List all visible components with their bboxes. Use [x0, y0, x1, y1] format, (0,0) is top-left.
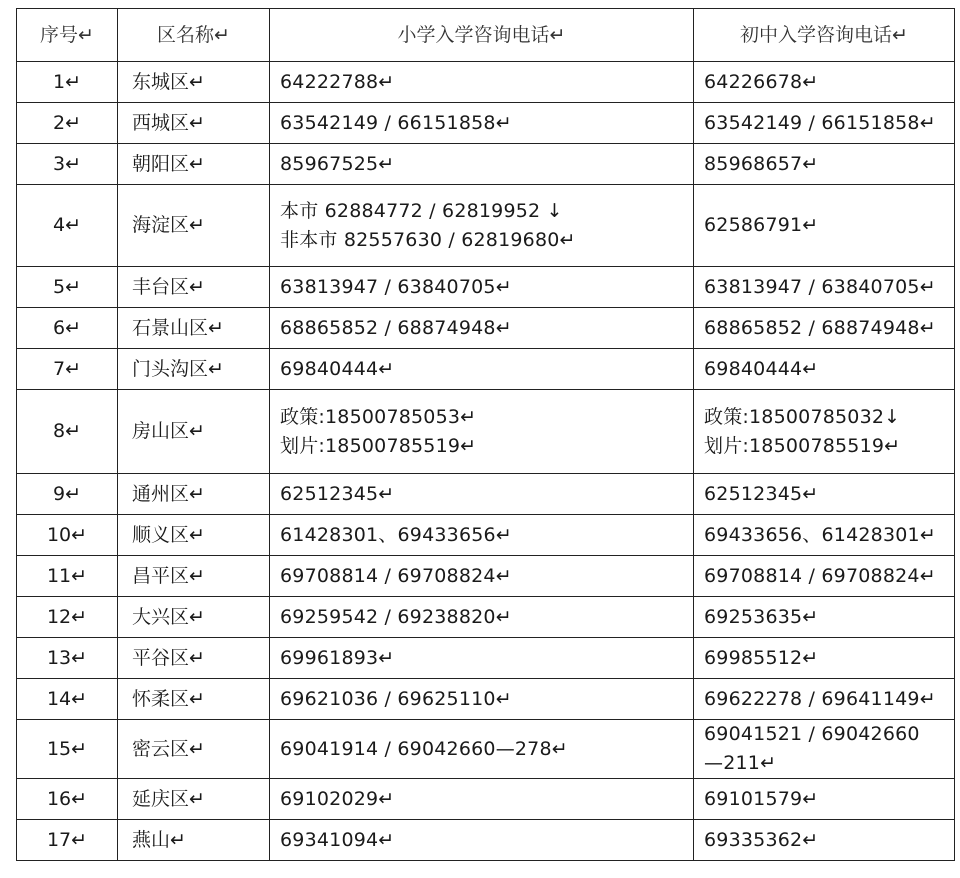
primary-phone-line: 69259542 / 69238820↵: [280, 605, 512, 628]
middle-phone-cell: [694, 185, 955, 267]
middle-phone-line: 63542149 / 66151858↵: [704, 111, 936, 134]
table-row: [17, 638, 955, 679]
middle-phone-cell: [694, 144, 955, 185]
middle-phone-cell: [694, 103, 955, 144]
primary-phone-cell: [270, 515, 694, 556]
primary-phone-cell: [270, 267, 694, 308]
primary-phone-cell: [270, 679, 694, 720]
phone-table-container: [16, 8, 955, 861]
row-index: 15↵: [17, 720, 118, 779]
row-index: 9↵: [17, 474, 118, 515]
primary-phone-line: 69621036 / 69625110↵: [280, 687, 512, 710]
row-index: 12↵: [17, 597, 118, 638]
header-middle-phone: 初中入学咨询电话↵: [694, 9, 955, 62]
middle-phone-cell: [694, 556, 955, 597]
middle-phone-cell: [694, 349, 955, 390]
table-row: [17, 720, 955, 779]
primary-phone-line: 69961893↵: [280, 646, 395, 669]
district-name: 通州区↵: [118, 474, 270, 515]
district-name: 石景山区↵: [118, 308, 270, 349]
district-name: 东城区↵: [118, 62, 270, 103]
row-index: 10↵: [17, 515, 118, 556]
middle-phone-cell: [694, 390, 955, 474]
primary-phone-cell: [270, 638, 694, 679]
header-index: 序号↵: [17, 9, 118, 62]
header-primary-phone: 小学入学咨询电话↵: [270, 9, 694, 62]
district-name: 昌平区↵: [118, 556, 270, 597]
row-index: 3↵: [17, 144, 118, 185]
district-name: 延庆区↵: [118, 779, 270, 820]
table-row: [17, 390, 955, 474]
middle-phone-line: 划片:18500785519↵: [704, 434, 901, 457]
middle-phone-cell: [694, 720, 955, 779]
middle-phone-line: 政策:18500785032↓: [704, 405, 901, 428]
table-row: [17, 267, 955, 308]
district-name: 密云区↵: [118, 720, 270, 779]
row-index: 17↵: [17, 820, 118, 861]
middle-phone-cell: [694, 638, 955, 679]
table-row: [17, 144, 955, 185]
row-index: 14↵: [17, 679, 118, 720]
primary-phone-line: 63542149 / 66151858↵: [280, 111, 512, 134]
middle-phone-cell: [694, 679, 955, 720]
middle-phone-line: 69708814 / 69708824↵: [704, 564, 936, 587]
primary-phone-line: 非本市 82557630 / 62819680↵: [280, 228, 576, 251]
middle-phone-cell: [694, 308, 955, 349]
table-row: [17, 103, 955, 144]
middle-phone-cell: [694, 62, 955, 103]
table-row: [17, 597, 955, 638]
primary-phone-cell: [270, 308, 694, 349]
row-index: 7↵: [17, 349, 118, 390]
middle-phone-cell: [694, 515, 955, 556]
table-row: [17, 820, 955, 861]
row-index: 5↵: [17, 267, 118, 308]
primary-phone-cell: [270, 349, 694, 390]
row-index: 6↵: [17, 308, 118, 349]
middle-phone-line: —211↵: [704, 752, 777, 774]
district-name: 门头沟区↵: [118, 349, 270, 390]
primary-phone-cell: [270, 556, 694, 597]
primary-phone-line: 69341094↵: [280, 828, 395, 851]
middle-phone-line: 68865852 / 68874948↵: [704, 316, 936, 339]
header-district: 区名称↵: [118, 9, 270, 62]
middle-phone-line: 69840444↵: [704, 357, 819, 380]
table-row: [17, 349, 955, 390]
middle-phone-line: 69985512↵: [704, 646, 819, 669]
primary-phone-line: 政策:18500785053↵: [280, 405, 477, 428]
primary-phone-line: 68865852 / 68874948↵: [280, 316, 512, 339]
district-name: 平谷区↵: [118, 638, 270, 679]
district-name: 海淀区↵: [118, 185, 270, 267]
row-index: 8↵: [17, 390, 118, 474]
middle-phone-cell: [694, 779, 955, 820]
middle-phone-line: 69335362↵: [704, 828, 819, 851]
row-index: 16↵: [17, 779, 118, 820]
primary-phone-cell: [270, 390, 694, 474]
row-index: 13↵: [17, 638, 118, 679]
primary-phone-line: 69102029↵: [280, 787, 395, 810]
middle-phone-cell: [694, 820, 955, 861]
middle-phone-line: 85968657↵: [704, 152, 819, 175]
table-row: [17, 556, 955, 597]
table-row: [17, 515, 955, 556]
primary-phone-line: 69840444↵: [280, 357, 395, 380]
primary-phone-cell: [270, 103, 694, 144]
primary-phone-cell: [270, 144, 694, 185]
primary-phone-line: 63813947 / 63840705↵: [280, 275, 512, 298]
primary-phone-line: 本市 62884772 / 62819952 ↓: [280, 199, 563, 222]
district-name: 大兴区↵: [118, 597, 270, 638]
district-name: 西城区↵: [118, 103, 270, 144]
row-index: 4↵: [17, 185, 118, 267]
row-index: 11↵: [17, 556, 118, 597]
primary-phone-line: 61428301、69433656↵: [280, 523, 512, 546]
district-name: 燕山↵: [118, 820, 270, 861]
row-index: 1↵: [17, 62, 118, 103]
middle-phone-cell: [694, 474, 955, 515]
middle-phone-line: 69041521 / 69042660: [704, 723, 920, 745]
primary-phone-cell: [270, 779, 694, 820]
middle-phone-line: 69101579↵: [704, 787, 819, 810]
middle-phone-line: 69622278 / 69641149↵: [704, 687, 936, 710]
middle-phone-line: 62512345↵: [704, 482, 819, 505]
middle-phone-cell: [694, 267, 955, 308]
primary-phone-cell: [270, 720, 694, 779]
table-row: [17, 679, 955, 720]
primary-phone-cell: [270, 62, 694, 103]
primary-phone-line: 69041914 / 69042660—278↵: [280, 737, 568, 760]
middle-phone-line: 69253635↵: [704, 605, 819, 628]
middle-phone-line: 62586791↵: [704, 214, 819, 236]
primary-phone-line: 85967525↵: [280, 152, 395, 175]
primary-phone-cell: [270, 597, 694, 638]
primary-phone-line: 62512345↵: [280, 482, 395, 505]
table-row: [17, 185, 955, 267]
middle-phone-line: 69433656、61428301↵: [704, 523, 936, 546]
district-name: 怀柔区↵: [118, 679, 270, 720]
primary-phone-line: 划片:18500785519↵: [280, 434, 477, 457]
primary-phone-cell: [270, 474, 694, 515]
primary-phone-cell: [270, 185, 694, 267]
district-name: 顺义区↵: [118, 515, 270, 556]
primary-phone-line: 69708814 / 69708824↵: [280, 564, 512, 587]
table-body: [17, 62, 955, 861]
district-name: 朝阳区↵: [118, 144, 270, 185]
middle-phone-line: 63813947 / 63840705↵: [704, 275, 936, 298]
table-row: [17, 62, 955, 103]
primary-phone-line: 64222788↵: [280, 70, 395, 93]
district-name: 房山区↵: [118, 390, 270, 474]
row-index: 2↵: [17, 103, 118, 144]
table-row: [17, 474, 955, 515]
primary-phone-cell: [270, 820, 694, 861]
table-row: [17, 779, 955, 820]
middle-phone-line: 64226678↵: [704, 70, 819, 93]
enrollment-phone-table: [16, 8, 955, 861]
middle-phone-cell: [694, 597, 955, 638]
table-row: [17, 308, 955, 349]
table-header-row: [17, 9, 955, 62]
district-name: 丰台区↵: [118, 267, 270, 308]
